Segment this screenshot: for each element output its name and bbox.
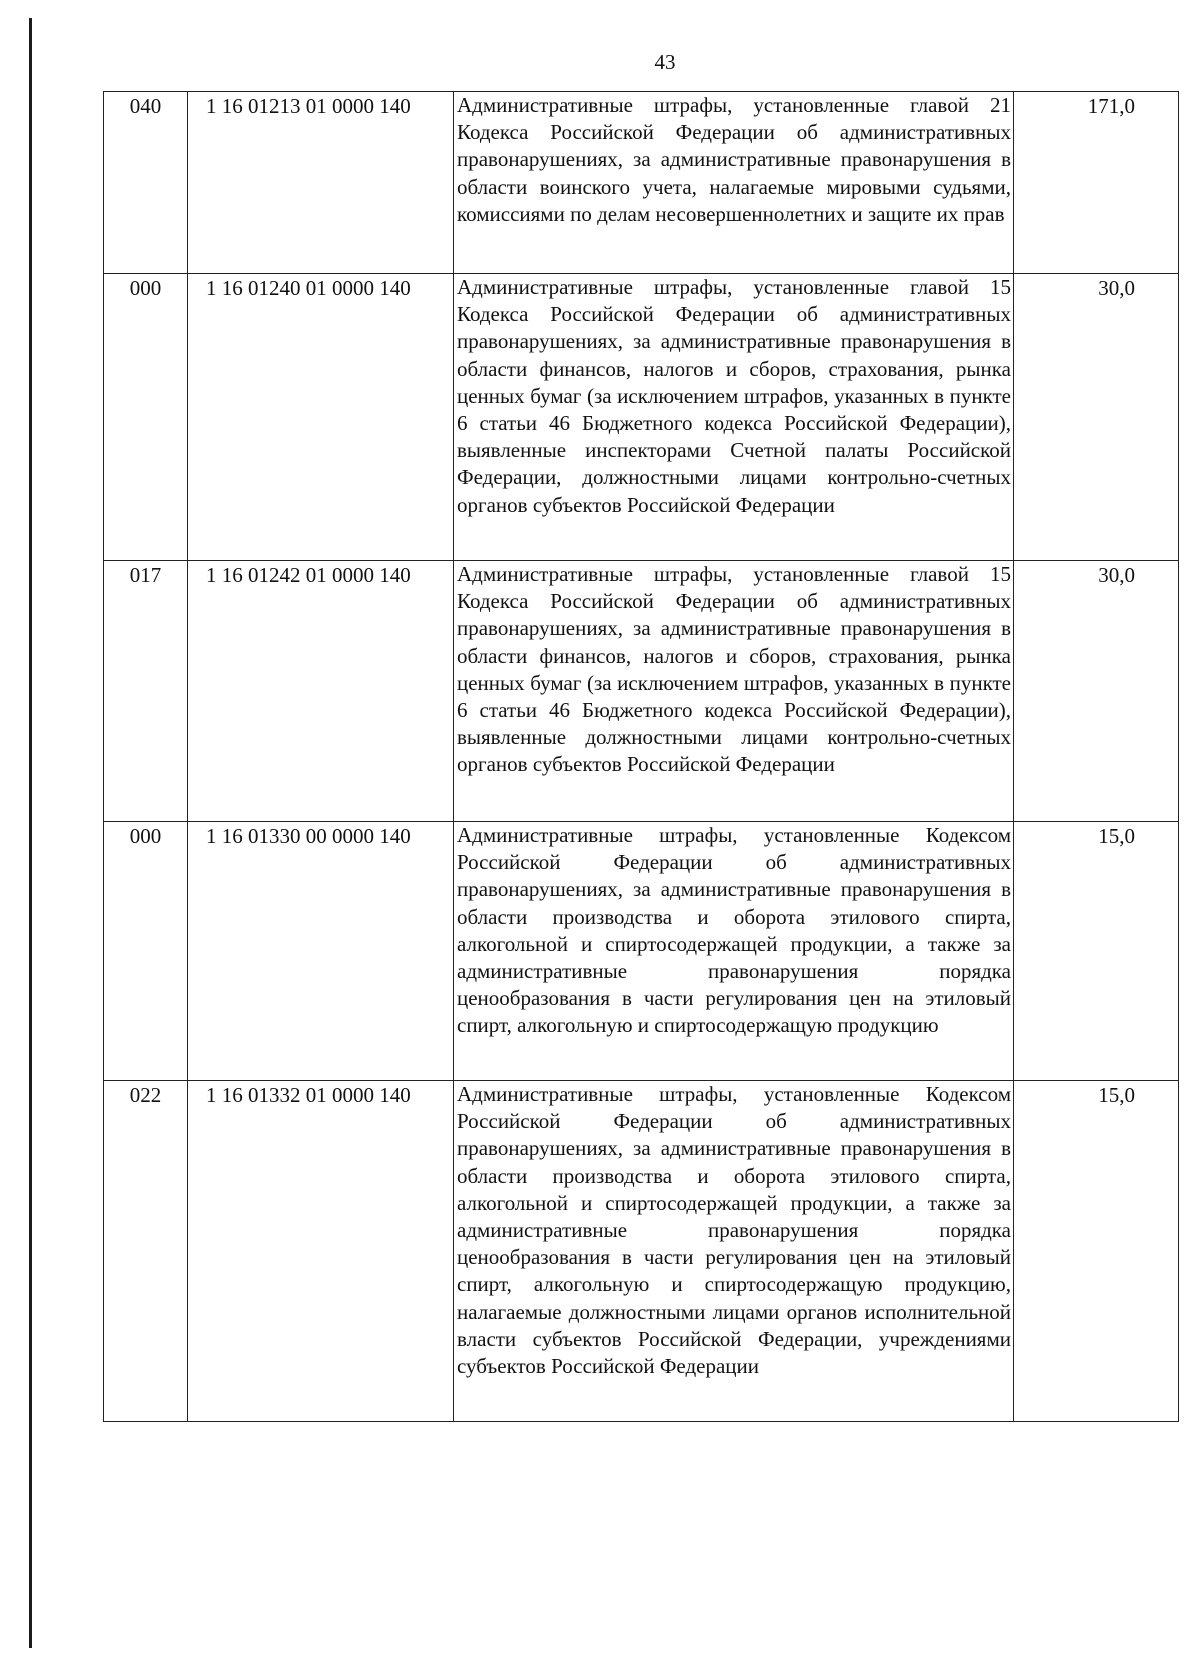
kbk-code-cell: 1 16 01213 01 0000 140 xyxy=(188,92,454,274)
revenue-name-cell: Административные штрафы, установленные главой 15 Кодекса Российской Федерации об административных правонарушениях, за административные правонарушения в области финансов, налогов и сборов, страхования, рынка ценных бумаг (за исключением штрафов, указанных в пункте 6 статьи 46 Бюджетного кодекса Российской Федерации), выявленные инспекторами Счетной палаты Российской Федерации, должностными лицами контрольно-счетных органов субъектов Российской Федерации xyxy=(454,274,1014,561)
binding-line xyxy=(29,18,32,1648)
amount-cell: 171,0 xyxy=(1014,92,1179,274)
admin-code-cell: 040 xyxy=(104,92,188,274)
revenue-table xyxy=(103,91,1179,1422)
kbk-code-cell: 1 16 01330 00 0000 140 xyxy=(188,822,454,1081)
table-row xyxy=(104,561,1179,822)
amount-cell: 30,0 xyxy=(1014,561,1179,822)
revenue-name-cell: Административные штрафы, установленные Кодексом Российской Федерации об административных правонарушениях, за административные правонарушения в области производства и оборота этилового спирта, алкогольной и спиртосодержащей продукции, а также за административные правонарушения порядка ценообразования в части регулирования цен на этиловый спирт, алкогольную и спиртосодержащую продукцию xyxy=(454,822,1014,1081)
admin-code-cell: 000 xyxy=(104,822,188,1081)
amount-cell: 15,0 xyxy=(1014,1081,1179,1422)
amount-cell: 15,0 xyxy=(1014,822,1179,1081)
table-row xyxy=(104,274,1179,561)
admin-code-cell: 000 xyxy=(104,274,188,561)
table-row xyxy=(104,822,1179,1081)
table-row xyxy=(104,92,1179,274)
table-row xyxy=(104,1081,1179,1422)
revenue-name-cell: Административные штрафы, установленные главой 21 Кодекса Российской Федерации об административных правонарушениях, за административные правонарушения в области воинского учета, налагаемые мировыми судьями, комиссиями по делам несовершеннолетних и защите их прав xyxy=(454,92,1014,274)
admin-code-cell: 022 xyxy=(104,1081,188,1422)
kbk-code-cell: 1 16 01240 01 0000 140 xyxy=(188,274,454,561)
revenue-name-cell: Административные штрафы, установленные главой 15 Кодекса Российской Федерации об административных правонарушениях, за административные правонарушения в области финансов, налогов и сборов, страхования, рынка ценных бумаг (за исключением штрафов, указанных в пункте 6 статьи 46 Бюджетного кодекса Российской Федерации), выявленные должностными лицами контрольно-счетных органов субъектов Российской Федерации xyxy=(454,561,1014,822)
amount-cell: 30,0 xyxy=(1014,274,1179,561)
revenue-name-cell: Административные штрафы, установленные Кодексом Российской Федерации об административных правонарушениях, за административные правонарушения в области производства и оборота этилового спирта, алкогольной и спиртосодержащей продукции, а также за административные правонарушения порядка ценообразования в части регулирования цен на этиловый спирт, алкогольную и спиртосодержащую продукцию, налагаемые должностными лицами органов исполнительной власти субъектов Российской Федерации, учреждениями субъектов Российской Федерации xyxy=(454,1081,1014,1422)
kbk-code-cell: 1 16 01242 01 0000 140 xyxy=(188,561,454,822)
kbk-code-cell: 1 16 01332 01 0000 140 xyxy=(188,1081,454,1422)
admin-code-cell: 017 xyxy=(104,561,188,822)
page-number: 43 xyxy=(654,50,676,74)
